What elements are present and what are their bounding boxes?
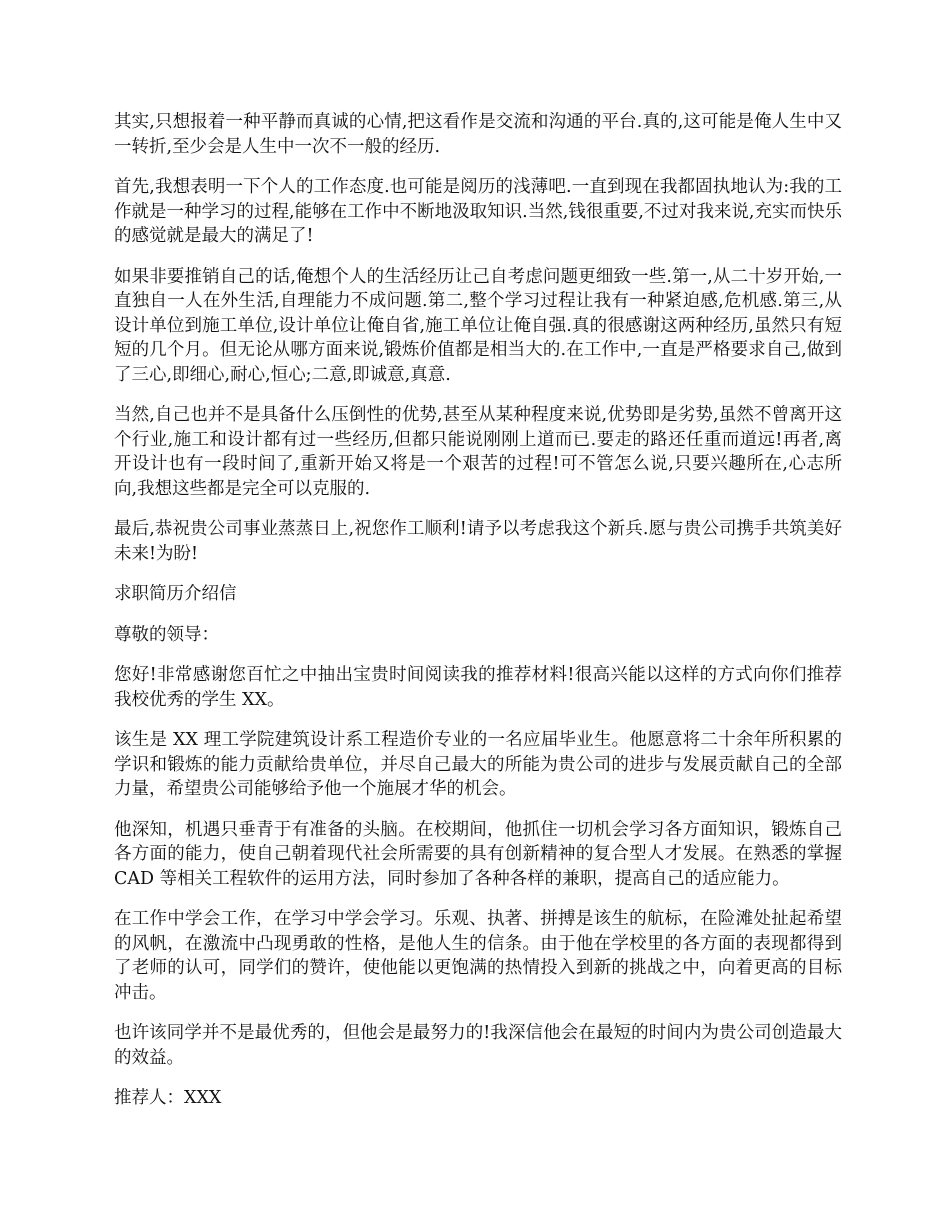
paragraph-conclusion: 也许该同学并不是最优秀的，但他会是最努力的!我深信他会在最短的时间内为贵公司创造最大的效益。 bbox=[114, 1023, 842, 1068]
paragraph-student-character: 在工作中学会工作，在学习中学会学习。乐观、执著、拼搏是该生的航标，在险滩处扯起希望的风帆，在激流中凸现勇敢的性格，是他人生的信条。由于他在学校里的各方面的表现都得到了老师的认可，同学们的赞许，使他能以更饱满的热情投入到新的挑战之中，向着更高的目标冲击。 bbox=[114, 909, 842, 1003]
paragraph-intro: 其实,只想报着一种平静而真诚的心情,把这看作是交流和沟通的平台.真的,这可能是俺人生中又一转折,至少会是人生中一次不一般的经历. bbox=[114, 112, 842, 157]
salutation: 尊敬的领导： bbox=[114, 624, 219, 645]
paragraph-self-promotion: 如果非要推销自己的话,俺想个人的生活经历让己自考虑问题更细致一些.第一,从二十岁开始,一直独自一人在外生活,自理能力不成问题.第二,整个学习过程让我有一种紧迫感,危机感.第三,从设计单位到施工单位,设计单位让俺自省,施工单位让俺自强.真的很感谢这两种经历,虽然只有短短的几个月。但无论从哪方面来说,锻炼价值都是相当大的.在工作中,一直是严格要求自己,做到了三心,即细心,耐心,恒心;二意,即诚意,真意. bbox=[114, 266, 842, 385]
document-body bbox=[114, 110, 842, 1127]
paragraph-closing-wishes: 最后,恭祝贵公司事业蒸蒸日上,祝您作工顺利!请予以考虑我这个新兵.愿与贵公司携手共筑美好未来!为盼! bbox=[114, 519, 842, 564]
section-title: 求职简历介绍信 bbox=[114, 584, 237, 604]
paragraph-advantages: 当然,自己也并不是具备什么压倒性的优势,甚至从某种程度来说,优势即是劣势,虽然不曾离开这个行业,施工和设计都有过一些经历,但都只能说刚刚上道而已.要走的路还任重而道远!再者,离开设计也有一段时间了,重新开始又将是一个艰苦的过程!可不管怎么说,只要兴趣所在,心志所向,我想这些都是完全可以克服的. bbox=[114, 405, 842, 499]
paragraph-student-abilities: 他深知，机遇只垂青于有准备的头脑。在校期间，他抓住一切机会学习各方面知识，锻炼自己各方面的能力，使自己朝着现代社会所需要的具有创新精神的复合型人才发展。在熟悉的掌握 CAD 等相关工程软件的运用方法，同时参加了各种各样的兼职，提高自己的适应能力。 bbox=[114, 819, 842, 889]
paragraph-greeting: 您好!非常感谢您百忙之中抽出宝贵时间阅读我的推荐材料!很高兴能以这样的方式向你们推荐我校优秀的学生 XX。 bbox=[114, 665, 842, 710]
paragraph-work-attitude: 首先,我想表明一下个人的工作态度.也可能是阅历的浅薄吧.一直到现在我都固执地认为:我的工作就是一种学习的过程,能够在工作中不断地汲取知识.当然,钱很重要,不过对我来说,充实而快乐的感觉就是最大的满足了! bbox=[114, 177, 842, 246]
signature-recommender: 推荐人：XXX bbox=[114, 1088, 222, 1108]
paragraph-student-intro: 该生是 XX 理工学院建筑设计系工程造价专业的一名应届毕业生。他愿意将二十余年所积累的学识和锻炼的能力贡献给贵单位，并尽自己最大的所能为贵公司的进步与发展贡献自己的全部力量，希望贵公司能够给予他一个施展才华的机会。 bbox=[114, 730, 842, 799]
